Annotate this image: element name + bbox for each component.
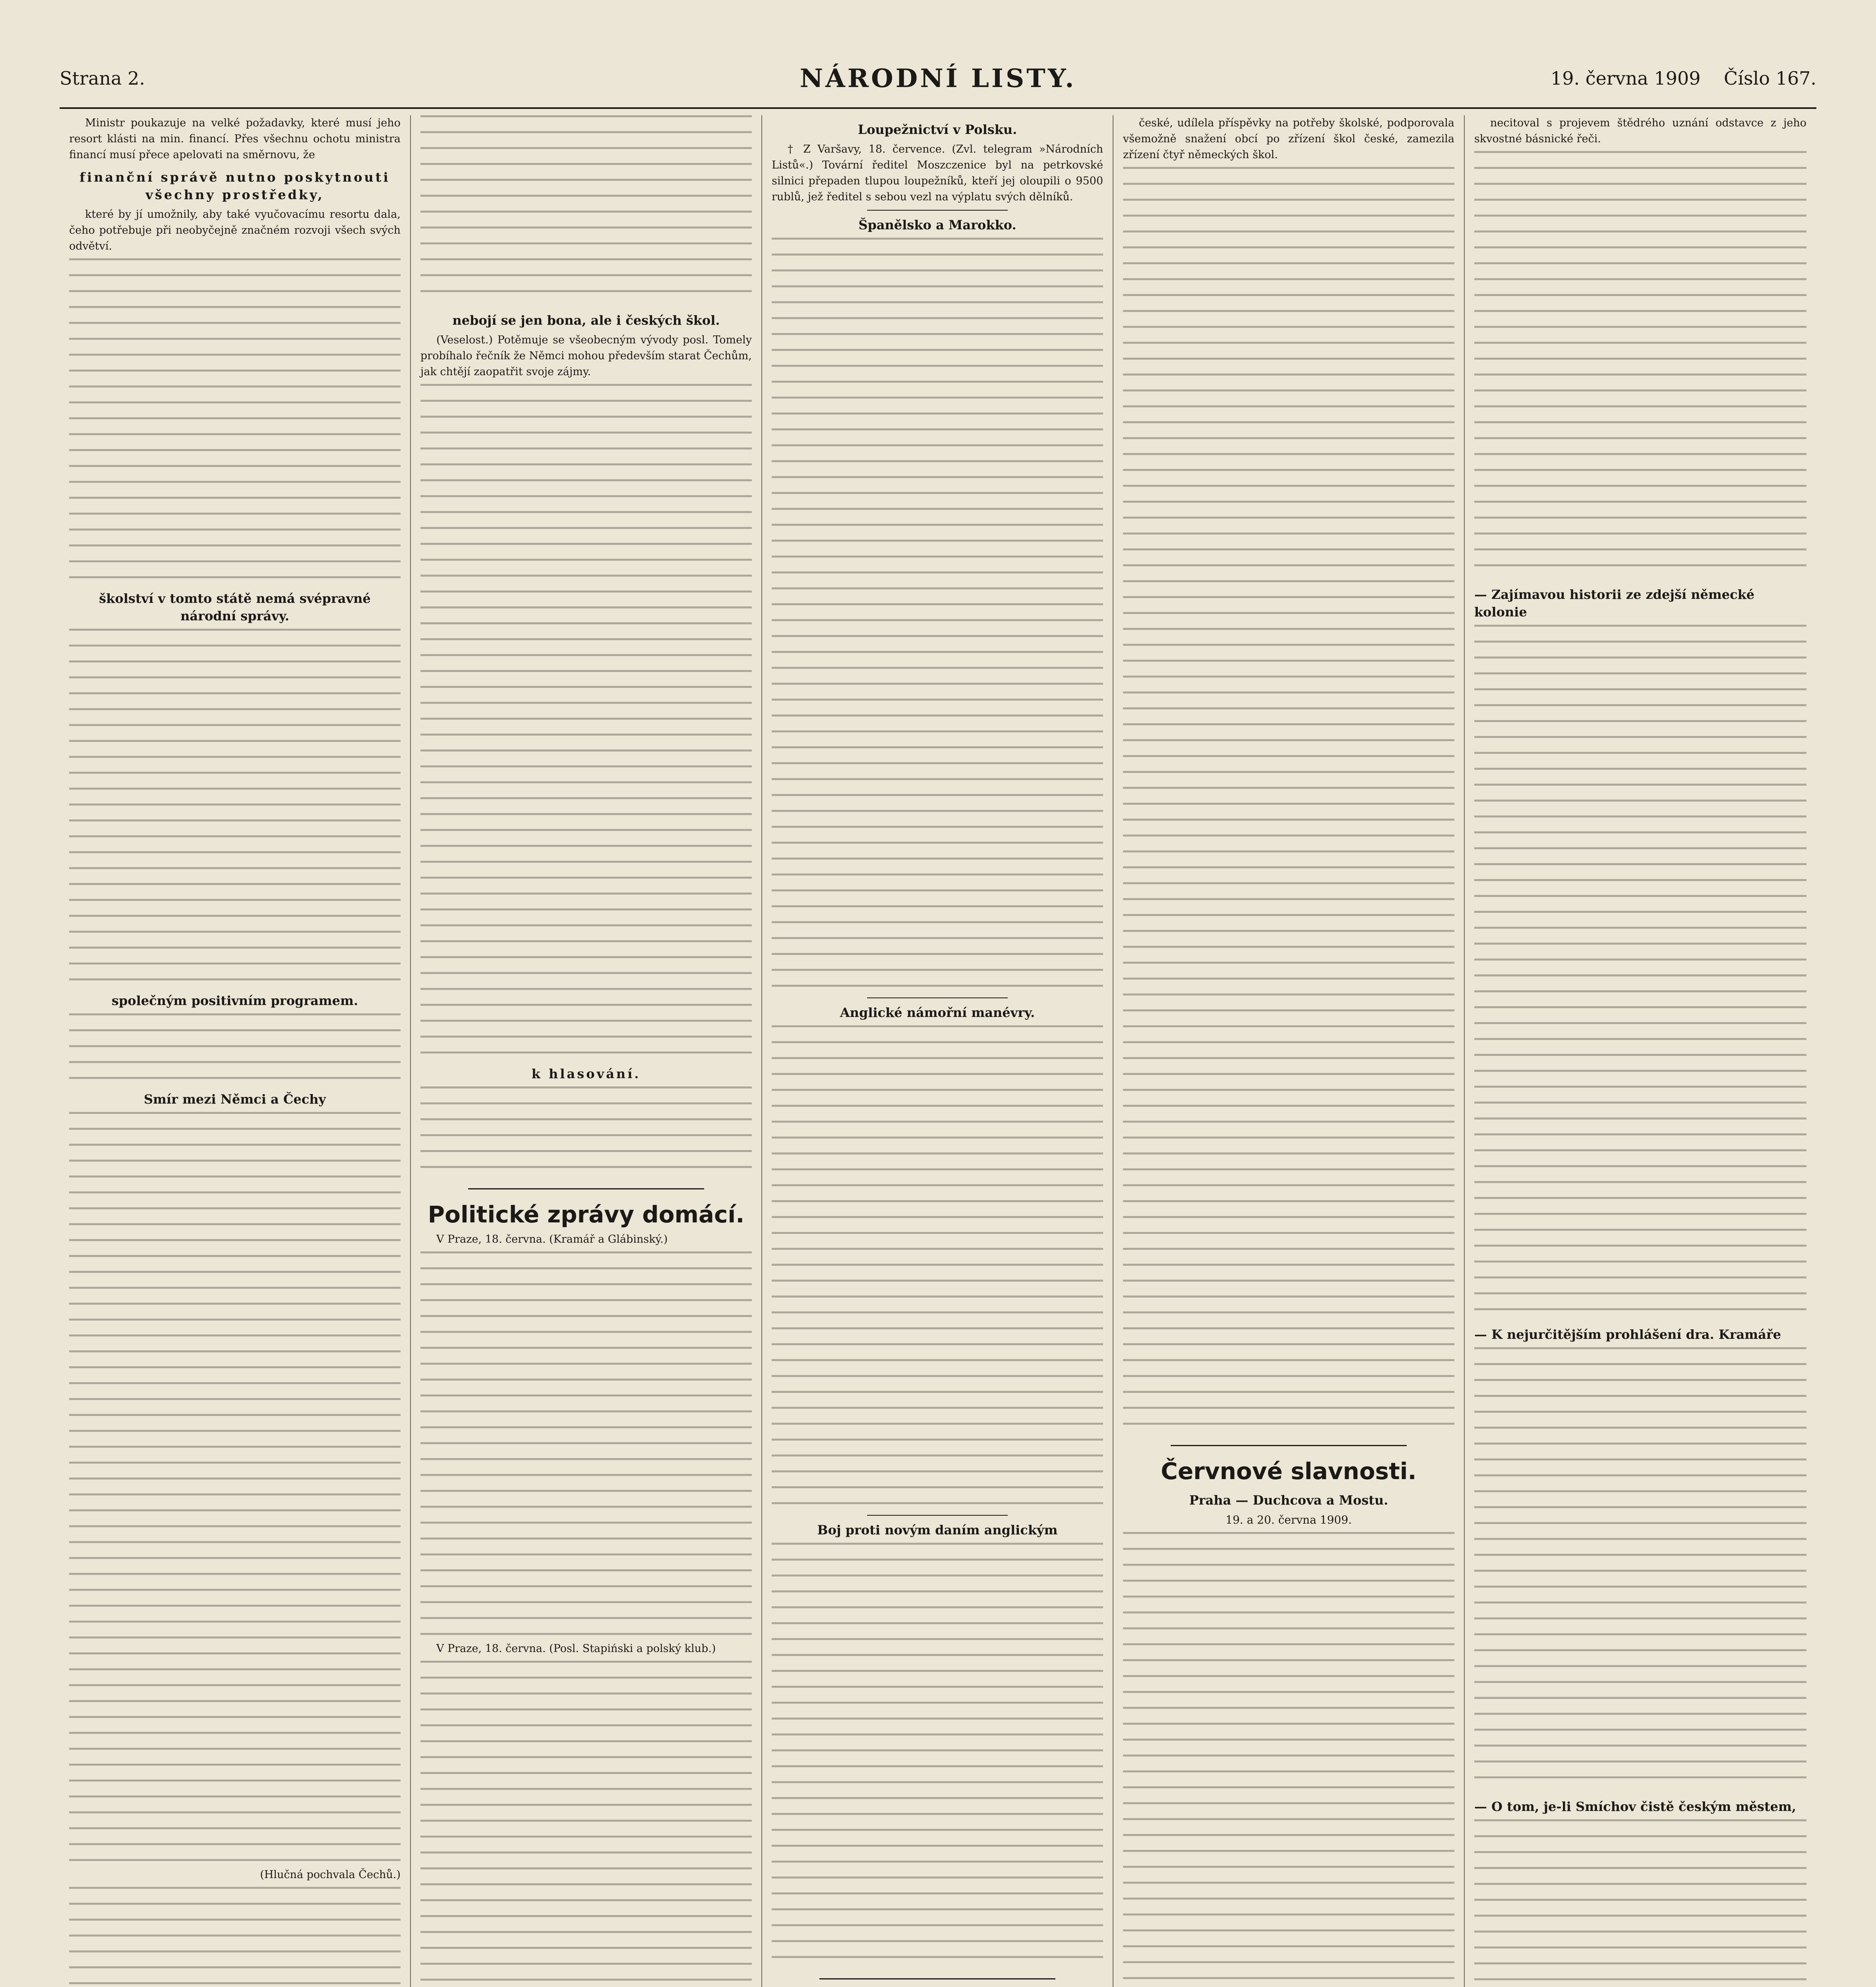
paragraph: Ministr poukazuje na velké požadavky, které musí jeho resort klásti na min. financí. Přes všechnu ochotu ministra financí musí přece apelovati na směrnovu, že: [69, 117, 401, 161]
divider: [867, 210, 1008, 211]
body-text-block: [420, 384, 752, 1059]
subheading: školství v tomto státě nemá svépravné národní správy.: [99, 591, 371, 624]
body-text-block: [420, 1086, 752, 1182]
column-2: [411, 115, 762, 1987]
body-text-block: [1474, 151, 1806, 580]
dateline: V Praze, 18. června. (Posl. Stapiński a polský klub.): [436, 1642, 716, 1655]
subheading: Anglické námořní manévry.: [840, 1005, 1035, 1020]
body-text-block: [69, 1112, 401, 1867]
subheading: Smír mezi Němci a Čechy: [143, 1092, 326, 1107]
divider: [867, 997, 1008, 998]
body-text-block: [772, 238, 1103, 993]
body-text-block: [69, 1887, 401, 1987]
dateline: 19. a 20. června 1909.: [1225, 1513, 1352, 1526]
paragraph: † Z Varšavy, 18. července. (Zvl. telegram »Národních Listů«.) Tovární ředitel Moszczenice byl na petrkovské silnici přepaden tlupou loupežníků, kteří jej oloupili o 9500 rublů, jež ředitel s sebou vezl na výplatu svých dělníků.: [772, 143, 1103, 203]
body-text-block: [420, 115, 752, 306]
paragraph: které by jí umožnily, aby také vyučovacímu resortu dala, čeho potřebuje při neobyčejně značném rozvoji všech svých odvětví.: [69, 208, 401, 252]
newspaper-title: NÁRODNÍ LISTY.: [800, 64, 1076, 93]
body-text-block: [772, 1543, 1103, 1972]
subheading: Praha — Duchcova a Mostu.: [1189, 1493, 1388, 1508]
columns: [60, 115, 1816, 1987]
subheading: Loupežnictví v Polsku.: [858, 122, 1017, 137]
section-heading: Červnové slavnosti.: [1161, 1458, 1417, 1485]
divider: [819, 1978, 1055, 1979]
date-and-issue: [1551, 68, 1816, 89]
subheading: Španělsko a Marokko.: [858, 217, 1016, 232]
column-4: [1113, 115, 1465, 1987]
subheading: — Zajímavou historii ze zdejší německé kolonie: [1474, 587, 1755, 620]
body-text-block: [1123, 167, 1454, 1439]
divider: [1171, 1445, 1407, 1446]
body-text-block: [420, 1251, 752, 1641]
page-number: Strana 2.: [60, 68, 145, 89]
subheading: Boj proti novým daním anglickým: [817, 1522, 1058, 1538]
body-text-block: [69, 629, 401, 986]
divider: [867, 1515, 1008, 1516]
body-text-block: [1123, 1532, 1454, 1987]
body-text-block: [1474, 1347, 1806, 1792]
paragraph: necitoval s projevem štědrého uznání odstavce z jeho skvostné básnické řeči.: [1474, 117, 1806, 145]
subheading: společným positivním programem.: [111, 993, 358, 1008]
body-text-block: [1474, 625, 1806, 1320]
column-5: [1465, 115, 1816, 1987]
applause-note: (Hlučná pochvala Čechů.): [260, 1869, 401, 1881]
column-3: [762, 115, 1113, 1987]
subheading: nebojí se jen bona, ale i českých škol.: [452, 313, 720, 328]
column-1: [60, 115, 411, 1987]
subheading: — O tom, je-li Smíchov čistě českým městem,: [1474, 1799, 1796, 1814]
subheading: finanční správě nutno poskytnouti všechny prostředky,: [79, 170, 390, 202]
issue-number: Číslo 167.: [1724, 68, 1816, 89]
body-text-block: [69, 258, 401, 584]
masthead: [60, 60, 1816, 109]
divider: [468, 1188, 704, 1189]
body-text-block: [420, 1661, 752, 1987]
dateline: V Praze, 18. června. (Kramář a Glábinský.): [436, 1233, 668, 1245]
issue-date: 19. června 1909: [1551, 68, 1701, 89]
paragraph: (Veselost.) Potěmuje se všeobecným vývody posl. Tomely probíhalo řečník že Němci mohou především starat Čechům, jak chtějí zaopatřit svoje zájmy.: [420, 334, 752, 378]
paragraph: české, udílela příspěvky na potřeby školské, podporovala všemožně snažení obcí po zřízení škol české, zamezila zřízení čtyř německých škol.: [1123, 117, 1454, 161]
subheading: k hlasování.: [531, 1066, 641, 1081]
newspaper-page: [60, 60, 1816, 1987]
body-text-block: [69, 1013, 401, 1085]
section-heading: Politické zprávy domácí.: [428, 1201, 745, 1228]
body-text-block: [772, 1025, 1103, 1510]
subheading: — K nejurčitějším prohlášení dra. Kramáře: [1474, 1327, 1781, 1342]
body-text-block: [1474, 1819, 1806, 1987]
